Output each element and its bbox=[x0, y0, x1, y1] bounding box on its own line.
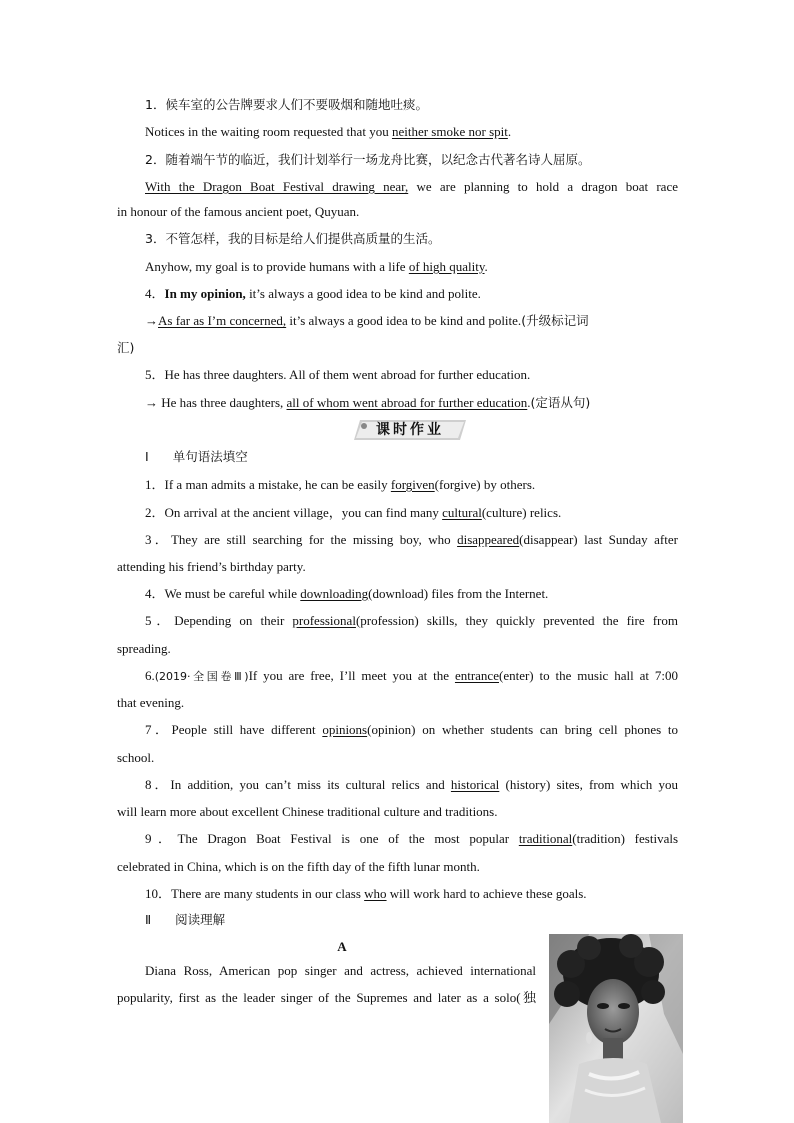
answer-underlined: professional bbox=[292, 613, 356, 628]
sentence-text: (tradition) festivals bbox=[572, 831, 679, 846]
sentence-text: (opinion) on whether students can bring cell phones to bbox=[367, 722, 678, 737]
item1-chinese bbox=[145, 96, 678, 113]
grammar-item-5-line2: spreading. bbox=[117, 641, 171, 656]
sentence-text: will work hard to achieve these goals. bbox=[386, 886, 587, 901]
item-number: 6. bbox=[145, 668, 155, 683]
item5-original bbox=[145, 366, 678, 383]
grammar-item-8-line2: will learn more about excellent Chinese traditional culture and traditions. bbox=[117, 804, 498, 819]
section-number: Ⅱ bbox=[145, 912, 152, 927]
passage-label: A bbox=[337, 939, 347, 954]
grammar-item-4 bbox=[145, 585, 678, 602]
item-number: 2． bbox=[145, 505, 165, 520]
item-number: 1． bbox=[145, 477, 165, 492]
sentence-text: (history) sites, from which you bbox=[499, 777, 678, 792]
item2-chinese bbox=[145, 151, 678, 168]
sentence-text: They are still searching for the missing boy, who bbox=[170, 532, 458, 547]
sentence-text: we are planning to hold a dragon boat race bbox=[408, 179, 678, 194]
item3-chinese bbox=[145, 230, 678, 247]
item-number: 5． bbox=[145, 613, 175, 628]
sentence-text: If a man admits a mistake, he can be easily bbox=[164, 477, 391, 492]
grammar-item-3-line2: attending his friend’s birthday party. bbox=[117, 559, 306, 574]
sentence-text: He has three daughters. All of them went abroad for further education. bbox=[164, 367, 531, 382]
item-number: 3． bbox=[145, 532, 171, 547]
sentence-text: People still have different bbox=[171, 722, 323, 737]
item-number: 10． bbox=[145, 886, 172, 901]
item-number: 8． bbox=[145, 777, 171, 792]
sentence-text: . bbox=[527, 395, 531, 410]
arrow-icon: → bbox=[145, 313, 158, 328]
item1-english bbox=[145, 123, 678, 140]
answer-underlined: As far as I’m concerned, bbox=[158, 313, 287, 328]
passage-line-2: popularity, first as the leader singer of the Supremes and later as a solo(独 bbox=[117, 990, 536, 1005]
answer-underlined: entrance bbox=[454, 668, 499, 683]
item-number: 1． bbox=[145, 97, 166, 112]
grammar-item-9-line2: celebrated in China, which is on the fifth day of the fifth lunar month. bbox=[117, 859, 480, 874]
bold-phrase: In my opinion, bbox=[164, 286, 246, 301]
sentence-text: (profession) skills, they quickly prevented the fire from bbox=[355, 613, 678, 628]
sentence-text: (download) files from the Internet. bbox=[368, 586, 549, 601]
answer-underlined: all of whom went abroad for further education bbox=[286, 395, 528, 410]
sentence-text: He has three daughters, bbox=[158, 395, 287, 410]
portrait-photo bbox=[549, 934, 683, 1123]
sentence-text: Depending on their bbox=[174, 613, 293, 628]
section-title: 单句语法填空 bbox=[172, 449, 248, 464]
item4-rewrite bbox=[145, 312, 678, 329]
grammar-item-3 bbox=[145, 531, 678, 548]
sentence-text: Anyhow, my goal is to provide humans with a life bbox=[145, 259, 409, 274]
answer-underlined: cultural bbox=[442, 505, 482, 520]
answer-underlined: forgiven bbox=[390, 477, 435, 492]
sentence-text: Notices in the waiting room requested that you bbox=[145, 124, 392, 139]
grammar-item-2 bbox=[145, 504, 678, 521]
grammar-item-1 bbox=[145, 476, 678, 493]
sentence-text: On arrival at the ancient village，you can find many bbox=[164, 505, 443, 520]
answer-underlined: of high quality bbox=[408, 259, 485, 274]
sentence-text: . bbox=[484, 259, 488, 274]
sentence-text: In addition, you can’t miss its cultural relics and bbox=[170, 777, 451, 792]
answer-underlined: neither smoke nor spit bbox=[391, 124, 508, 139]
answer-underlined: With the Dragon Boat Festival drawing near, bbox=[145, 179, 409, 194]
answer-underlined: historical bbox=[450, 777, 500, 792]
sentence-text: We must be careful while bbox=[164, 586, 301, 601]
section1-header bbox=[145, 448, 678, 465]
item-number: 3． bbox=[145, 231, 166, 246]
item2-english-line2: in honour of the famous ancient poet, Quyuan. bbox=[117, 204, 360, 219]
grammar-item-9 bbox=[145, 830, 678, 847]
answer-underlined: who bbox=[364, 886, 387, 901]
answer-underlined: disappeared bbox=[457, 532, 520, 547]
sentence-text: it’s always a good idea to be kind and polite. bbox=[245, 286, 481, 301]
section2-header bbox=[145, 911, 678, 928]
arrow-icon: → bbox=[145, 395, 158, 410]
chinese-sentence: 候车室的公告牌要求人们不要吸烟和随地吐痰。 bbox=[165, 97, 428, 112]
sentence-text: There are many students in our class bbox=[171, 886, 365, 901]
grammar-item-10 bbox=[145, 885, 678, 902]
grammar-note: (升级标记词 bbox=[521, 313, 589, 328]
grammar-item-6-line2: that evening. bbox=[117, 695, 185, 710]
sentence-text: If you are free, I’ll meet you at the bbox=[248, 668, 455, 683]
chinese-sentence: 不管怎样，我的目标是给人们提供高质量的生活。 bbox=[165, 231, 441, 246]
grammar-item-8 bbox=[145, 776, 678, 793]
banner-title: 课时作业 bbox=[376, 422, 444, 438]
chinese-sentence: 随着端午节的临近，我们计划举行一场龙舟比赛，以纪念古代著名诗人屈原。 bbox=[165, 152, 591, 167]
grammar-note: (定语从句) bbox=[530, 395, 591, 410]
grammar-item-7 bbox=[145, 721, 678, 738]
grammar-item-5 bbox=[145, 612, 678, 629]
item-number: 4． bbox=[145, 286, 165, 301]
answer-underlined: traditional bbox=[518, 831, 573, 846]
sentence-text: (forgive) by others. bbox=[434, 477, 536, 492]
section-banner bbox=[354, 418, 466, 442]
sentence-text: (disappear) last Sunday after bbox=[519, 532, 678, 547]
item3-english bbox=[145, 258, 678, 275]
item4-note-continued: 汇) bbox=[117, 340, 135, 355]
item-number: 2． bbox=[145, 152, 166, 167]
item-number: 9． bbox=[145, 831, 178, 846]
item-number: 4． bbox=[145, 586, 165, 601]
item-number: 7． bbox=[145, 722, 172, 737]
grammar-item-7-line2: school. bbox=[117, 750, 155, 765]
answer-underlined: downloading bbox=[300, 586, 369, 601]
item4-original bbox=[145, 285, 678, 302]
sentence-text: (enter) to the music hall at 7:00 bbox=[498, 668, 678, 683]
source-tag: (2019·全国卷Ⅲ) bbox=[154, 670, 249, 683]
sentence-text: (culture) relics. bbox=[481, 505, 562, 520]
item5-rewrite bbox=[145, 394, 678, 411]
passage-line-1: Diana Ross, American pop singer and actress, achieved international bbox=[145, 963, 536, 978]
portrait-image-icon bbox=[549, 934, 683, 1123]
answer-underlined: opinions bbox=[322, 722, 368, 737]
sentence-text: . bbox=[507, 124, 512, 139]
section-number: Ⅰ bbox=[145, 449, 149, 464]
item-number: 5． bbox=[145, 367, 165, 382]
item2-english bbox=[145, 178, 678, 195]
sentence-text: The Dragon Boat Festival is one of the most popular bbox=[177, 831, 519, 846]
grammar-item-6 bbox=[145, 667, 678, 685]
section-title: 阅读理解 bbox=[175, 912, 226, 927]
sentence-text: it’s always a good idea to be kind and polite. bbox=[286, 313, 522, 328]
